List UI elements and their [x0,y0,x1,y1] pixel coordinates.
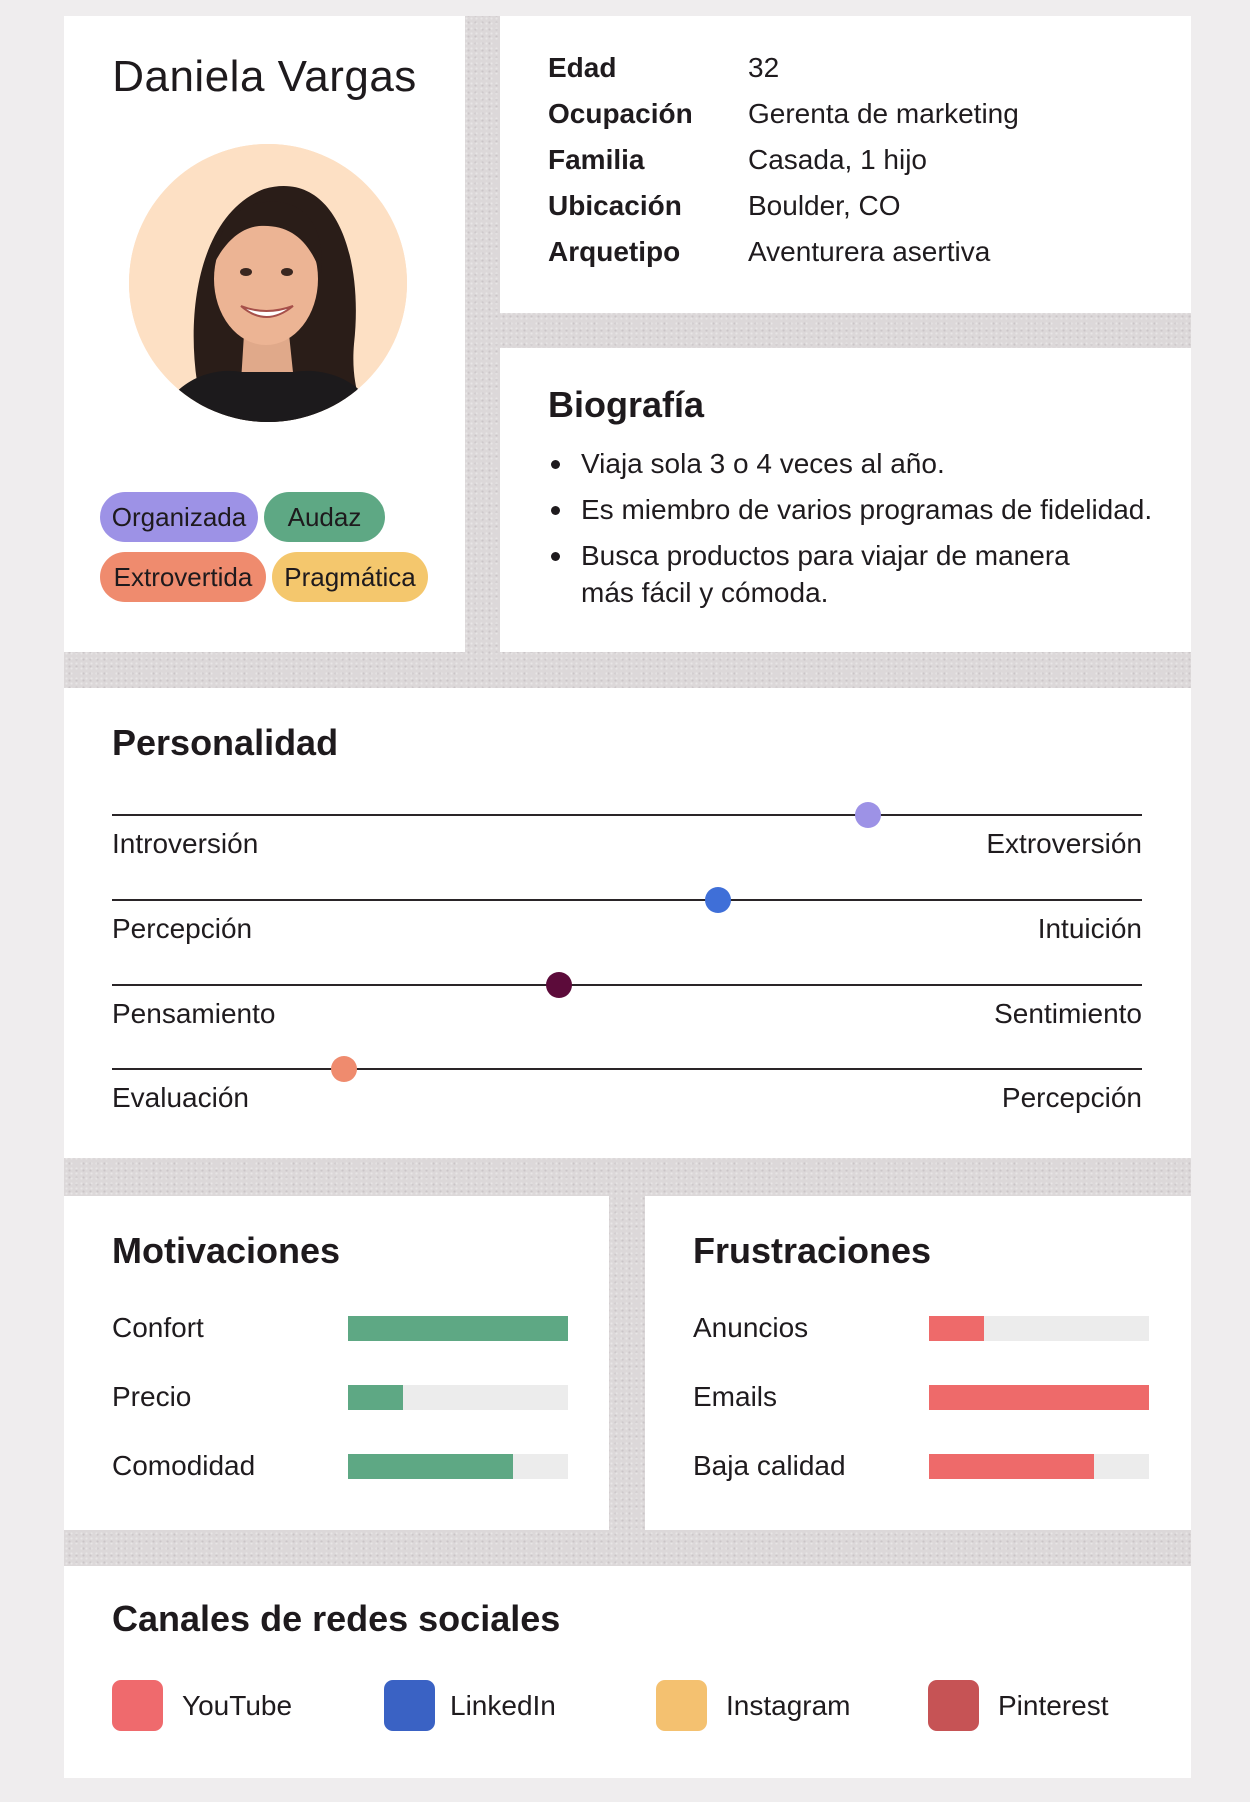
bar-label: Precio [112,1381,192,1412]
bio-item-text: Busca productos para viajar de manera más fácil y cómoda. [581,540,1070,608]
bio-item-text: Viaja sola 3 o 4 veces al año. [581,448,945,479]
bar-label: Comodidad [112,1450,256,1481]
profile-card [64,16,465,652]
frustration-row [693,1377,1163,1417]
info-label: Ocupación [548,98,693,129]
frustrations-card [645,1196,1191,1530]
scale-right-label: Intuición [1037,913,1142,944]
persona-name: Daniela Vargas [112,52,417,101]
bar-fill [348,1385,403,1410]
bar-fill [929,1316,984,1341]
scale-marker [705,887,731,913]
personality-scale [112,881,1142,944]
scale-left-label: Percepción [112,913,253,944]
bar-fill [929,1385,1149,1410]
social-channels-card [64,1566,1191,1778]
bar-track [929,1385,1149,1410]
bar-track [348,1385,568,1410]
info-label: Edad [548,52,617,83]
bar-track [929,1316,1149,1341]
bar-track [929,1454,1149,1479]
scale-track [112,1068,1142,1070]
section-title: Canales de redes sociales [112,1598,561,1639]
bar-fill [348,1316,568,1341]
color-swatch-icon [656,1680,707,1731]
avatar [129,144,407,422]
scale-left-label: Introversión [112,828,259,859]
bar-fill [348,1454,513,1479]
scale-left-label: Evaluación [112,1082,249,1113]
scale-track [112,984,1142,986]
section-title: Personalidad [112,722,339,763]
personality-card [64,688,1191,1158]
info-value: 32 [748,52,780,83]
bio-item-text: Es miembro de varios programas de fidelidad. [581,494,1153,525]
scale-marker [855,802,881,828]
bar-label: Baja calidad [693,1450,846,1481]
scale-right-label: Extroversión [986,828,1142,859]
bar-label: Confort [112,1312,204,1343]
info-value: Aventurera asertiva [748,236,991,267]
info-value: Casada, 1 hijo [748,144,928,175]
motivation-row [112,1446,582,1486]
color-swatch-icon [112,1680,163,1731]
bullet-icon [551,460,560,469]
avatar-photo [129,144,407,422]
scale-left-label: Pensamiento [112,998,276,1029]
motivations-card [64,1196,609,1530]
trait-tag: Organizada [100,492,258,542]
info-value: Boulder, CO [748,190,901,221]
demographics-card [500,16,1191,313]
biography-card [500,348,1191,652]
bar-track [348,1316,568,1341]
bar-track [348,1454,568,1479]
motivation-row [112,1308,582,1348]
frustration-row [693,1308,1163,1348]
info-label: Familia [548,144,645,175]
color-swatch-icon [928,1680,979,1731]
info-label: Ubicación [548,190,682,221]
channel-label: Instagram [726,1690,851,1721]
scale-track [112,814,1142,816]
trait-tag: Pragmática [272,552,428,602]
channel-label: LinkedIn [450,1690,556,1721]
section-title: Biografía [548,384,705,425]
personality-scale [112,1050,1142,1113]
bar-label: Emails [693,1381,778,1412]
section-title: Motivaciones [112,1230,341,1271]
bar-fill [929,1454,1094,1479]
bar-label: Anuncios [693,1312,809,1343]
trait-tag: Extrovertida [100,552,266,602]
scale-track [112,899,1142,901]
scale-marker [546,972,572,998]
scale-right-label: Sentimiento [994,998,1142,1029]
channel-label: Pinterest [998,1690,1109,1721]
info-value: Gerenta de marketing [748,98,1019,129]
personality-scale [112,796,1142,859]
motivation-row [112,1377,582,1417]
personality-scale [112,966,1142,1029]
bullet-icon [551,552,560,561]
scale-marker [331,1056,357,1082]
trait-tag: Audaz [264,492,385,542]
color-swatch-icon [384,1680,435,1731]
bullet-icon [551,506,560,515]
info-label: Arquetipo [548,236,681,267]
frustration-row [693,1446,1163,1486]
scale-right-label: Percepción [1001,1082,1142,1113]
section-title: Frustraciones [693,1230,932,1271]
channel-label: YouTube [182,1690,293,1721]
